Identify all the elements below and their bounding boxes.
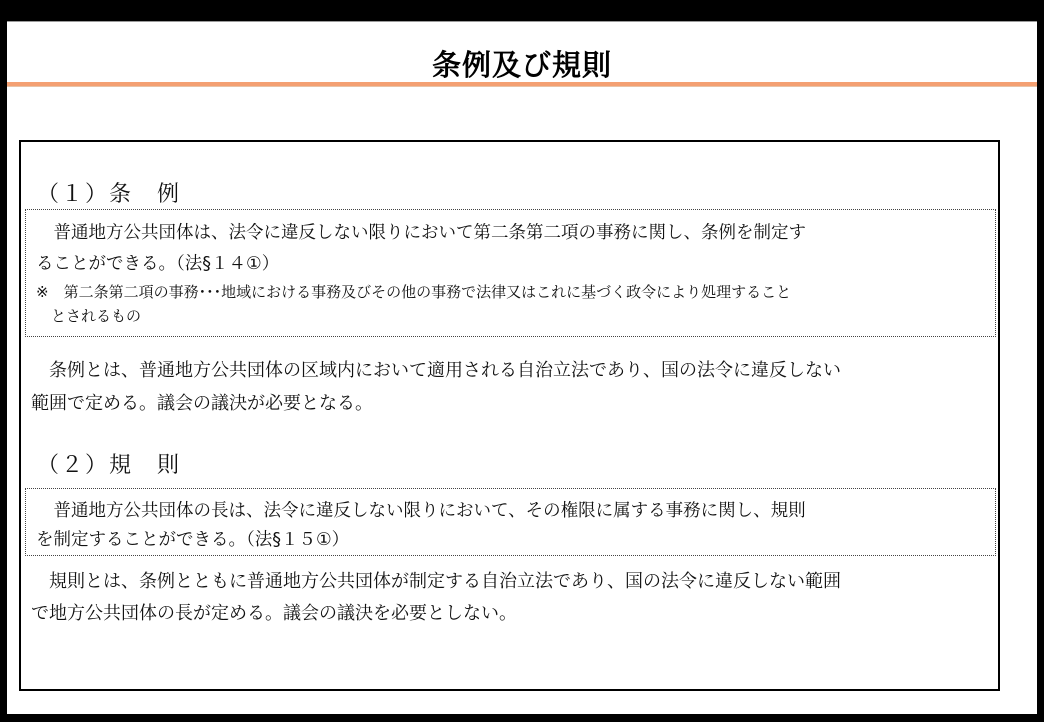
section1-heading: （１）条 例 <box>37 182 182 207</box>
top-divider <box>7 21 1037 22</box>
section1-para-line2: 範囲で定める。議会の議決が必要となる。 <box>31 393 373 414</box>
section2-para-line2: で地方公共団体の長が定める。議会の議決を必要としない。 <box>31 603 517 624</box>
section1-law-box <box>25 209 996 337</box>
section1-law-line2: ることができる。（法§１４①） <box>36 254 280 274</box>
section2-para-line1: 規則とは、条例とともに普通地方公共団体が制定する自治立法であり、国の法令に違反しない範囲 <box>31 571 841 592</box>
section1-note-line1: ※ 第二条第二項の事務･･･地域における事務及びその他の事務で法律又はこれに基づく政令により処理すること <box>36 283 792 301</box>
content-frame <box>19 140 1000 691</box>
slide <box>7 21 1037 714</box>
section1-note-line2: とされるもの <box>36 307 142 325</box>
section2-law-line1: 普通地方公共団体の長は、法令に違反しない限りにおいて、その権限に属する事務に関し、規則 <box>36 501 806 521</box>
title-accent-shadow <box>7 86 1037 87</box>
section2-law-box <box>25 488 996 556</box>
section2-heading: （２）規 則 <box>37 453 182 478</box>
section1-law-line1: 普通地方公共団体は、法令に違反しない限りにおいて第二条第二項の事務に関し、条例を制定す <box>36 223 806 243</box>
section2-law-line2: を制定することができる。（法§１５①） <box>36 530 350 550</box>
page-title: 条例及び規則 <box>431 48 612 82</box>
section1-para-line1: 条例とは、普通地方公共団体の区域内において適用される自治立法であり、国の法令に違反しない <box>31 360 841 381</box>
